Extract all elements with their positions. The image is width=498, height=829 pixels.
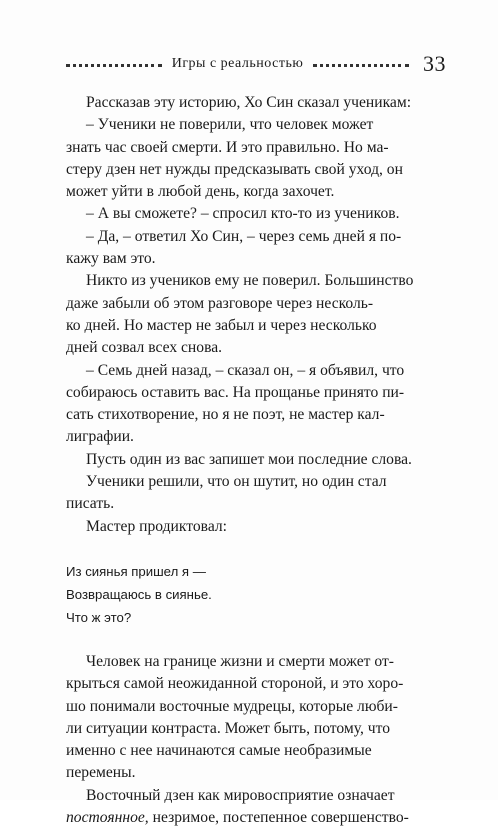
page-number: 33 [423, 51, 446, 76]
header-dot-leader-right [313, 64, 409, 67]
paragraph [66, 785, 448, 829]
running-header [66, 52, 446, 76]
poem-line: Что ж это? [66, 609, 132, 625]
poem-line: Возвращаюсь в сиянье. [66, 586, 212, 602]
paragraph: Никто из учеников ему не поверил. Большинство даже забыли об этом разговоре через несколь- ко дней. Но мастер не забыл и через несколько дней созвал всех снова. [66, 272, 414, 357]
paragraph: – Да, – ответил Хо Син, – через семь дней я по- кажу вам это. [66, 227, 402, 268]
emphasized-word: постоянное, [66, 809, 149, 827]
poem-line: Из сиянья пришел я — [66, 563, 206, 579]
body-text [66, 92, 448, 829]
paragraph: – А вы сможете? – спросил кто-то из учеников. [86, 205, 400, 223]
running-title: Игры с реальностью [171, 56, 304, 71]
paragraph: Пусть один из вас запишет мои последние слова. [86, 450, 412, 468]
paragraph-text: Восточный дзен как мировосприятие означает [86, 786, 395, 804]
paragraph: – Ученики не поверили, что человек может знать час своей смерти. И это правильно. Но ма- стеру дзен нет нужды предсказывать свой уход, он может уйти в любой день, когда захочет. [66, 116, 403, 201]
poem [66, 560, 448, 629]
paragraph-text: незримое, постепенное совершенство- [148, 809, 409, 827]
paragraph: Ученики решили, что он шутит, но один стал писать. [66, 473, 387, 513]
paragraph: – Семь дней назад, – сказал он, – я объявил, что собираюсь оставить вас. На прощанье принято пи- сать стихотворение, но я не поэт, не мастер кал- лиграфии. [66, 361, 405, 446]
paragraph: Мастер продиктовал: [86, 517, 228, 535]
paragraph: Рассказав эту историю, Хо Син сказал ученикам: [86, 94, 412, 111]
header-dot-leader-left [66, 64, 162, 67]
paragraph: Человек на границе жизни и смерти может от- крыться самой неожиданной стороной, и это хоро- шо понимали восточные мудрецы, которые люби- ли ситуации контраста. Может быть, потому, что именно с нее начинаются самые необразимые перемены. [66, 652, 404, 782]
